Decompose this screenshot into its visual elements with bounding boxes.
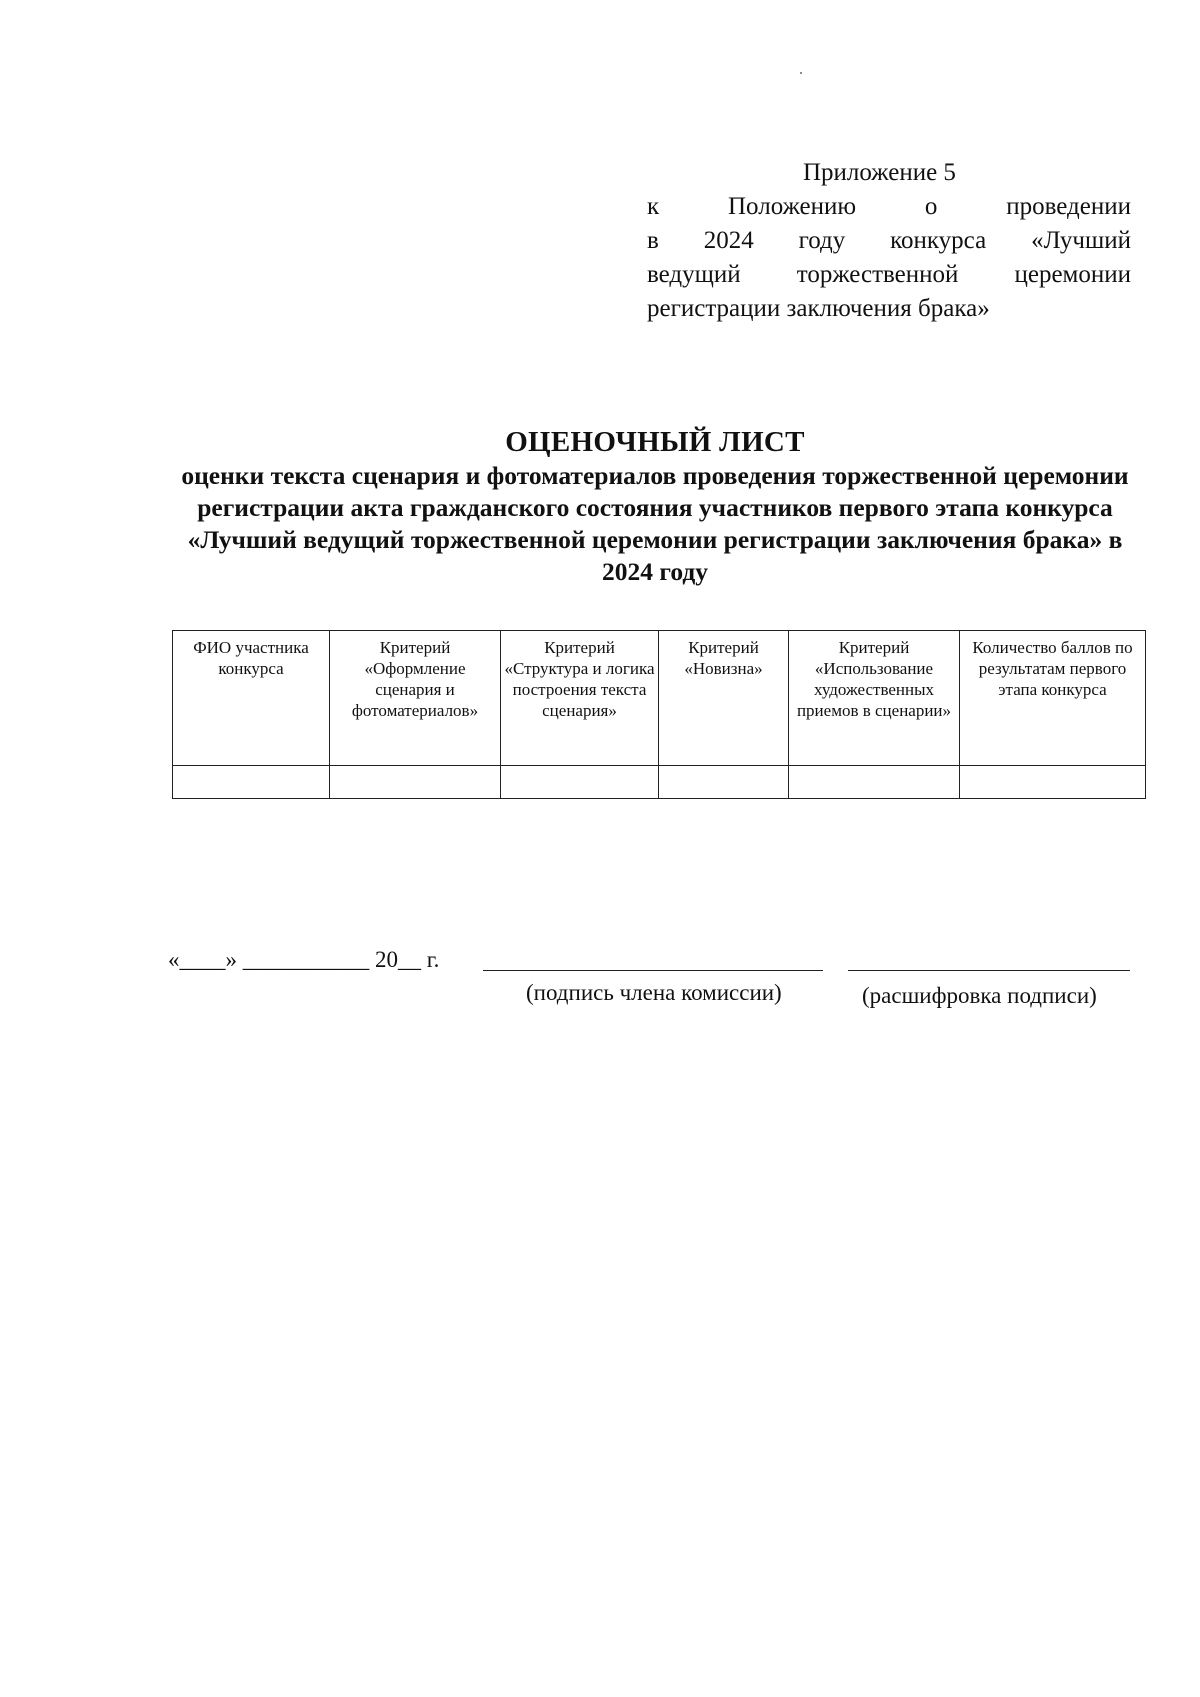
annex-line-4: регистрации заключения брака» — [647, 295, 990, 322]
date-field[interactable]: «____» ___________ 20__ г. — [168, 947, 440, 972]
decoding-caption: (расшифровка подписи) — [862, 983, 1097, 1008]
annex-line-1: к Положению о проведении — [647, 193, 1131, 220]
annex-line-2: в 2024 году конкурса «Лучший — [647, 227, 1131, 254]
annex-block — [647, 156, 1131, 326]
cell-total-score[interactable] — [960, 766, 1146, 799]
table-header-row — [173, 631, 1146, 766]
signature-caption: (подпись члена комиссии) — [526, 980, 782, 1005]
evaluation-table — [172, 630, 1146, 799]
scan-speck — [800, 72, 802, 74]
header-criterion-novelty: Критерий «Новизна» — [659, 631, 789, 766]
annex-title: Приложение 5 — [803, 159, 956, 186]
signature-line[interactable] — [483, 970, 823, 971]
cell-criterion-artistic[interactable] — [789, 766, 960, 799]
header-criterion-design: Критерий «Оформление сценария и фотоматериалов» — [330, 631, 501, 766]
cell-criterion-design[interactable] — [330, 766, 501, 799]
header-criterion-artistic: Критерий «Использование художественных приемов в сценарии» — [789, 631, 960, 766]
heading-subtitle: оценки текста сценария и фотоматериалов проведения торжественной церемонии регистрации акта гражданского состояния участников первого этапа конкурса «Лучший ведущий торжественной церемонии регистрации заключения брака» в 2024 году — [181, 461, 1129, 586]
heading-title: ОЦЕНОЧНЫЙ ЛИСТ — [505, 426, 805, 458]
document-heading — [170, 424, 1140, 588]
header-total-score: Количество баллов по результатам первого этапа конкурса — [960, 631, 1146, 766]
annex-line-3: ведущий торжественной церемонии — [647, 261, 1131, 288]
table-row — [173, 766, 1146, 799]
cell-participant-name[interactable] — [173, 766, 330, 799]
header-participant-name: ФИО участника конкурса — [173, 631, 330, 766]
signature-decoding-line[interactable] — [848, 970, 1130, 971]
cell-criterion-novelty[interactable] — [659, 766, 789, 799]
header-criterion-structure: Критерий «Структура и логика построения текста сценария» — [501, 631, 659, 766]
cell-criterion-structure[interactable] — [501, 766, 659, 799]
